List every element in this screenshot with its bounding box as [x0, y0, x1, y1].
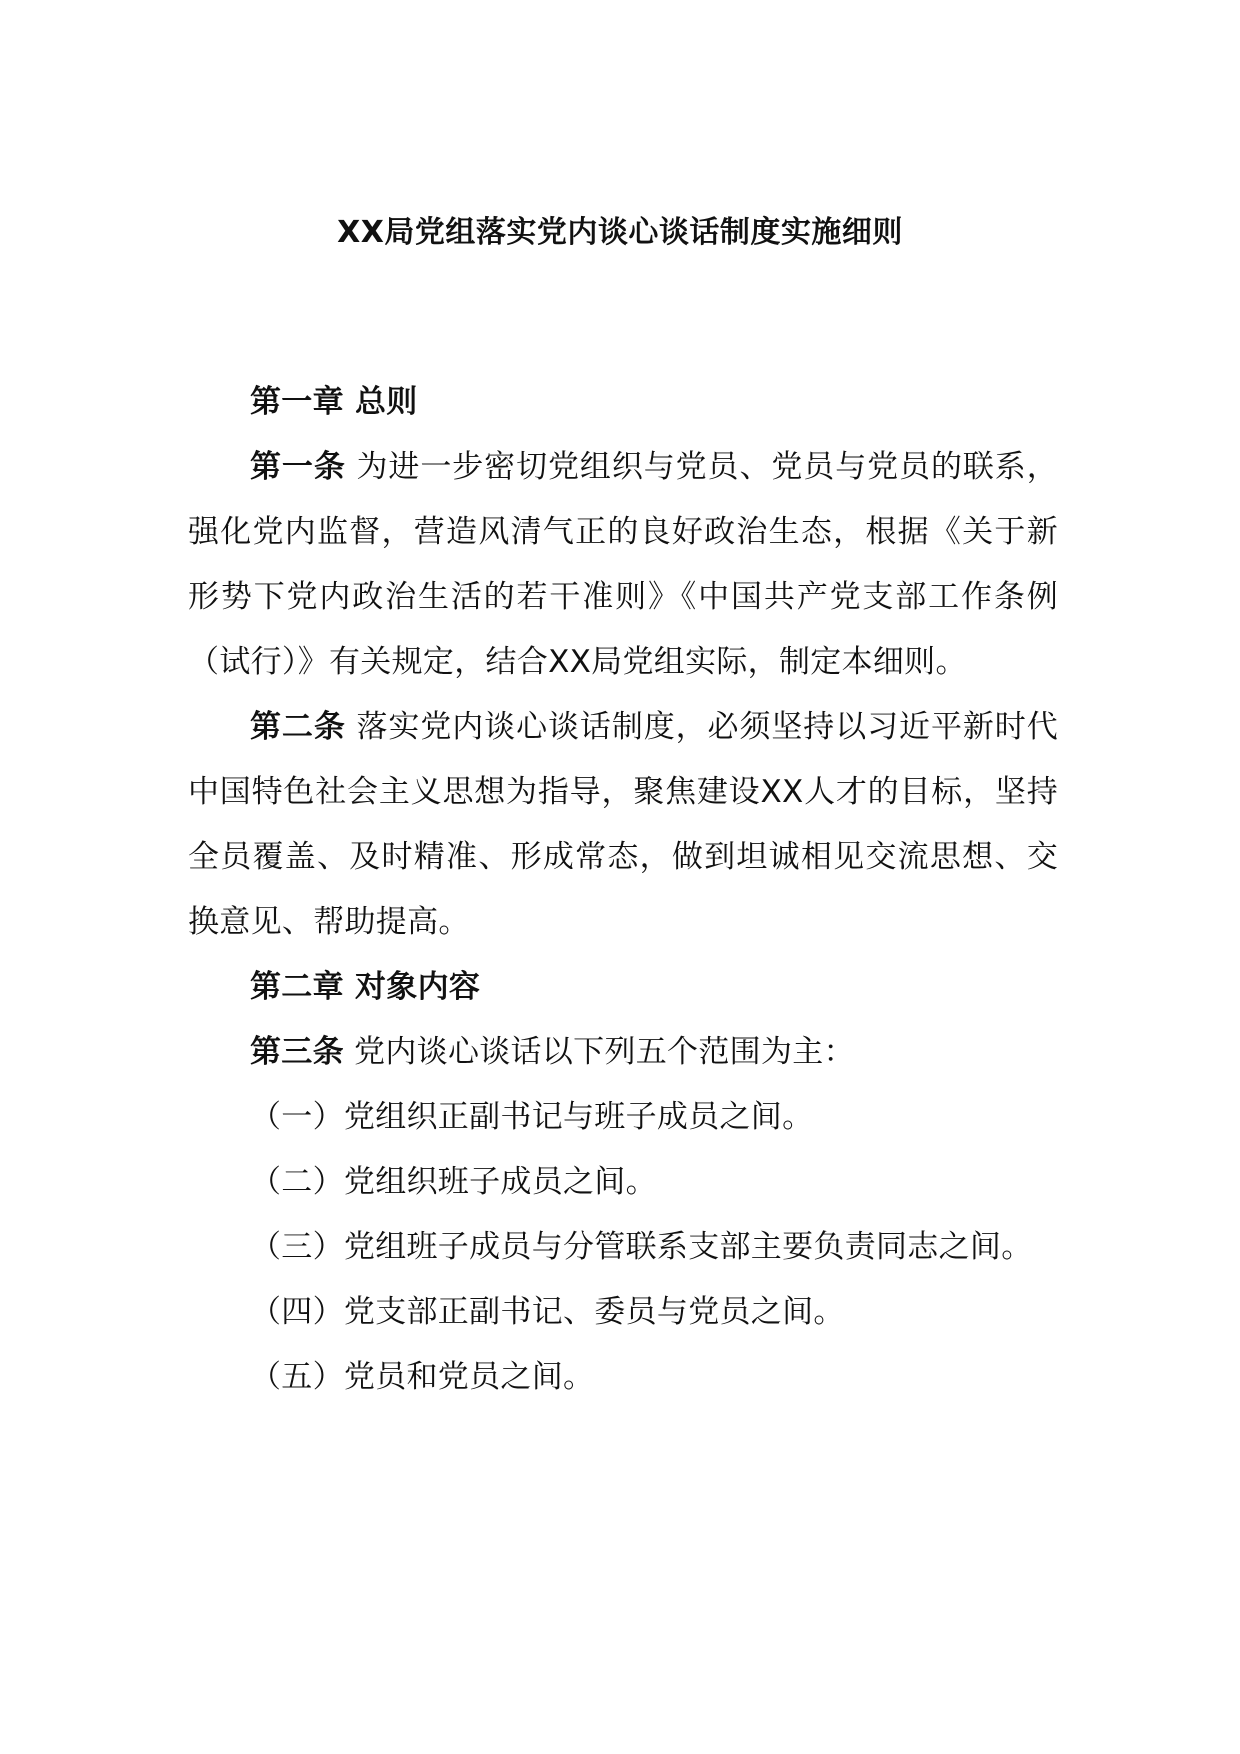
article-3-lead: 第三条	[250, 1034, 344, 1070]
article-1	[188, 435, 1058, 695]
article-2	[188, 695, 1058, 955]
document-body	[188, 370, 1058, 1410]
scope-item-2: （二）党组织班子成员之间。	[250, 1164, 657, 1200]
article-1-text: 为进一步密切党组织与党员、党员与党员的联系，强化党内监督，营造风清气正的良好政治生态，根据《关于新形势下党内政治生活的若干准则》《中国共产党支部工作条例（试行）》有关规定，结合XX局党组实际，制定本细则。	[188, 449, 1058, 680]
article-3-text: 党内谈心谈话以下列五个范围为主：	[343, 1034, 855, 1070]
article-2-text: 落实党内谈心谈话制度，必须坚持以习近平新时代中国特色社会主义思想为指导，聚焦建设XX人才的目标，坚持全员覆盖、及时精准、形成常态，做到坦诚相见交流思想、交换意见、帮助提高。	[188, 709, 1058, 940]
document-title: XX局党组落实党内谈心谈话制度实施细则	[337, 215, 903, 250]
chapter-heading-scope: 第二章 对象内容	[250, 969, 481, 1005]
article-1-lead: 第一条	[250, 449, 346, 485]
scope-item-5: （五）党员和党员之间。	[250, 1359, 595, 1395]
scope-item-3: （三）党组班子成员与分管联系支部主要负责同志之间。	[250, 1229, 1033, 1265]
article-2-lead: 第二条	[250, 709, 346, 745]
scope-item-1: （一）党组织正副书记与班子成员之间。	[250, 1099, 814, 1135]
scope-item-4: （四）党支部正副书记、委员与党员之间。	[250, 1294, 845, 1330]
article-3	[188, 1020, 1058, 1085]
chapter-heading-general: 第一章 总则	[250, 384, 418, 420]
